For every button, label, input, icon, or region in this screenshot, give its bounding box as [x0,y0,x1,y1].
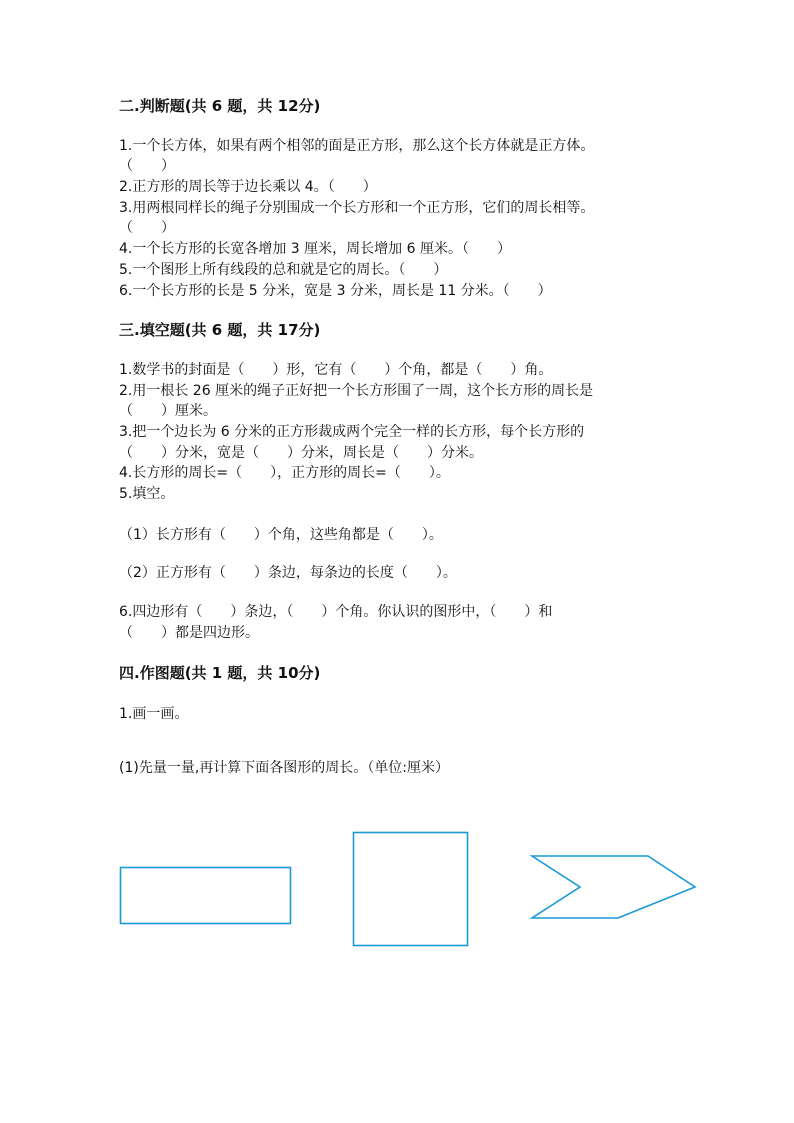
rectangle-shape-icon [121,868,291,924]
judge-q6: 6.一个长方形的长是 5 分米，宽是 3 分米，周长是 11 分米。（ ） [119,283,552,299]
section4-heading: 四.作图题(共 1 题，共 10分) [119,664,321,682]
draw-q1-sub1: (1)先量一量,再计算下面各图形的周长。（单位:厘米） [119,760,449,776]
judge-q4: 4.一个长方形的长宽各增加 3 厘米，周长增加 6 厘米。（ ） [119,241,511,257]
square-shape-icon [354,833,468,946]
fill-q4: 4.长方形的周长=（ ），正方形的周长=（ ）。 [119,465,450,481]
judge-q1-line2: （ ） [119,158,175,174]
chevron-hexagon-shape-icon [532,856,695,918]
section3-heading: 三.填空题(共 6 题，共 17分) [119,321,321,339]
fill-q5-sub2: （2）正方形有（ ）条边，每条边的长度（ ）。 [119,565,457,581]
draw-q1: 1.画一画。 [119,706,189,722]
judge-q5: 5.一个图形上所有线段的总和就是它的周长。（ ） [119,262,448,278]
judge-q1-line1: 1.一个长方体，如果有两个相邻的面是正方形，那么这个长方体就是正方体。 [119,138,595,154]
judge-q3-line1: 3.用两根同样长的绳子分别围成一个长方形和一个正方形，它们的周长相等。 [119,200,595,216]
fill-q5-sub1: （1）长方形有（ ）个角，这些角都是（ ）。 [119,527,443,543]
judge-q2: 2.正方形的周长等于边长乘以 4。（ ） [119,179,377,195]
fill-q5: 5.填空。 [119,486,175,502]
fill-q3-line1: 3.把一个边长为 6 分米的正方形裁成两个完全一样的长方形，每个长方形的 [119,424,585,440]
fill-q6-line2: （ ）都是四边形。 [119,625,259,641]
section2-heading: 二.判断题(共 6 题，共 12分) [119,97,321,115]
fill-q2-line1: 2.用一根长 26 厘米的绳子正好把一个长方形围了一周，这个长方形的周长是 [119,383,594,399]
fill-q3-line2: （ ）分米，宽是（ ）分米，周长是（ ）分米。 [119,445,483,461]
fill-q1: 1.数学书的封面是（ ）形，它有（ ）个角，都是（ ）角。 [119,362,553,378]
fill-q2-line2: （ ）厘米。 [119,403,217,419]
judge-q3-line2: （ ） [119,220,175,236]
fill-q6-line1: 6.四边形有（ ）条边，（ ）个角。你认识的图形中，（ ）和 [119,604,553,620]
